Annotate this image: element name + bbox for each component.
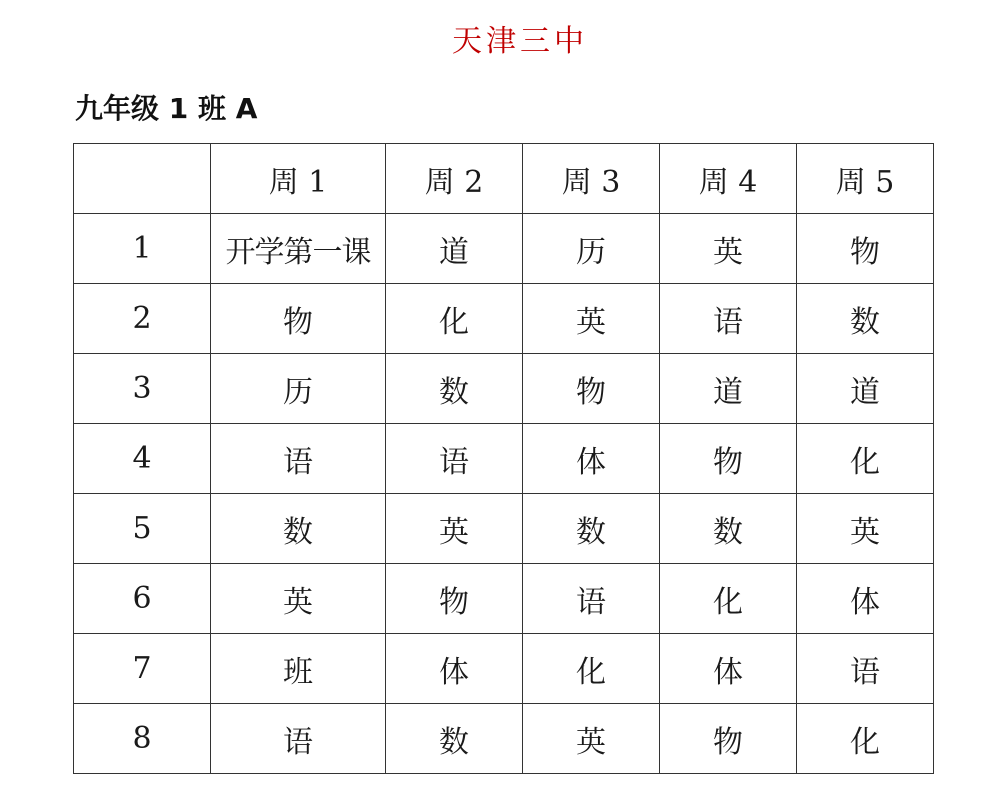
period-number: 8 [74,704,211,774]
day-header-4: 周 4 [660,144,797,214]
class-cell: 数 [797,284,934,354]
class-cell: 数 [386,704,523,774]
class-cell: 英 [797,494,934,564]
class-cell: 历 [523,214,660,284]
class-cell: 英 [523,704,660,774]
period-number: 1 [74,214,211,284]
class-cell: 语 [660,284,797,354]
day-header-3: 周 3 [523,144,660,214]
period-number: 7 [74,634,211,704]
table-row [74,214,934,284]
class-cell: 物 [660,704,797,774]
class-cell: 体 [386,634,523,704]
school-title: 天津三中 [452,24,588,59]
table-row [74,564,934,634]
table-row [74,284,934,354]
class-cell: 道 [386,214,523,284]
class-cell: 物 [523,354,660,424]
class-cell: 英 [386,494,523,564]
table-row [74,634,934,704]
period-number: 5 [74,494,211,564]
day-header-1: 周 1 [211,144,386,214]
class-cell: 物 [386,564,523,634]
class-cell: 开学第一课 [211,214,386,284]
class-cell: 英 [211,564,386,634]
header-row [74,144,934,214]
class-cell: 物 [797,214,934,284]
class-cell: 语 [211,424,386,494]
class-cell: 道 [660,354,797,424]
table-row [74,354,934,424]
class-cell: 语 [211,704,386,774]
class-title: 九年级 1 班 A [75,92,258,125]
class-cell: 数 [386,354,523,424]
class-cell: 体 [797,564,934,634]
period-number: 3 [74,354,211,424]
class-cell: 数 [211,494,386,564]
day-header-2: 周 2 [386,144,523,214]
class-cell: 化 [797,424,934,494]
class-cell: 化 [797,704,934,774]
class-cell: 英 [660,214,797,284]
class-cell: 化 [660,564,797,634]
class-cell: 物 [211,284,386,354]
class-cell: 道 [797,354,934,424]
class-cell: 语 [523,564,660,634]
timetable [73,143,934,774]
table-row [74,494,934,564]
day-header-5: 周 5 [797,144,934,214]
class-cell: 班 [211,634,386,704]
table-row [74,424,934,494]
class-cell: 化 [523,634,660,704]
corner-cell [74,144,211,214]
period-number: 2 [74,284,211,354]
class-cell: 物 [660,424,797,494]
class-cell: 语 [386,424,523,494]
class-cell: 语 [797,634,934,704]
period-number: 4 [74,424,211,494]
class-cell: 数 [523,494,660,564]
class-cell: 体 [523,424,660,494]
period-number: 6 [74,564,211,634]
table-row [74,704,934,774]
class-cell: 数 [660,494,797,564]
class-cell: 历 [211,354,386,424]
class-cell: 体 [660,634,797,704]
class-cell: 英 [523,284,660,354]
class-cell: 化 [386,284,523,354]
